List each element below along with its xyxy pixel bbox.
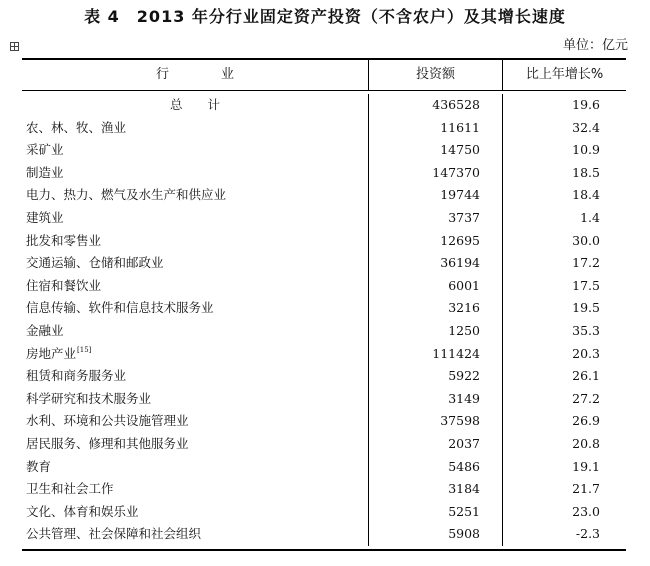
table-bottom-rule (22, 549, 626, 551)
table-row (22, 184, 626, 207)
footnote-marker[interactable]: [15] (77, 346, 92, 355)
cell-industry (22, 94, 368, 117)
cell-industry (22, 275, 368, 298)
table-body (22, 91, 626, 549)
unit-label: 单位：亿元 (562, 38, 628, 53)
cell-investment: 14750 (368, 139, 503, 162)
industry-label: 电力、热力、燃气及水生产和供应业 (26, 187, 227, 203)
cell-investment: 37598 (368, 410, 503, 433)
cell-growth: 23.0 (572, 503, 600, 519)
industry-label: 文化、体育和娱乐业 (26, 503, 139, 519)
cell-industry (22, 162, 368, 185)
cell-growth: 19.5 (572, 300, 600, 316)
industry-label: 采矿业 (26, 142, 64, 158)
investment-table (22, 58, 626, 551)
cell-investment: 12695 (368, 230, 503, 253)
header-industry: 行 业 (155, 67, 234, 82)
cell-investment: 11611 (368, 117, 503, 140)
cell-industry (22, 456, 368, 479)
table-row (22, 275, 626, 298)
cell-investment: 3737 (368, 207, 503, 230)
table-header (22, 60, 626, 90)
header-investment: 投资额 (368, 60, 503, 90)
industry-label: 总 计 (169, 97, 220, 112)
cell-growth: 21.7 (572, 481, 600, 497)
cell-industry (22, 433, 368, 456)
table-row (22, 230, 626, 253)
table-row (22, 117, 626, 140)
table-row (22, 388, 626, 411)
cell-growth: -2.3 (575, 526, 600, 542)
cell-industry (22, 252, 368, 275)
industry-label: 建筑业 (26, 209, 64, 225)
cell-growth: 30.0 (572, 232, 600, 248)
table-row (22, 343, 626, 366)
industry-label: 批发和零售业 (26, 232, 102, 248)
cell-investment: 111424 (368, 343, 503, 366)
table-row (22, 433, 626, 456)
industry-label: 制造业 (26, 164, 64, 180)
cell-growth: 17.2 (572, 255, 600, 271)
cell-industry (22, 230, 368, 253)
cell-industry (22, 297, 368, 320)
table-row (22, 523, 626, 546)
cell-growth: 20.8 (572, 435, 600, 451)
cell-investment: 6001 (368, 275, 503, 298)
industry-label: 租赁和商务服务业 (26, 368, 127, 384)
cell-industry (22, 139, 368, 162)
industry-label: 居民服务、修理和其他服务业 (26, 435, 189, 451)
industry-label: 房地产业 (26, 345, 77, 361)
cell-industry (22, 410, 368, 433)
table-anchor-icon[interactable] (10, 42, 19, 51)
table-row (22, 320, 626, 343)
cell-investment: 5922 (368, 365, 503, 388)
table-row (22, 297, 626, 320)
table-row (22, 207, 626, 230)
cell-investment: 5251 (368, 501, 503, 524)
cell-industry (22, 184, 368, 207)
industry-label: 教育 (26, 458, 52, 474)
industry-label: 信息传输、软件和信息技术服务业 (26, 300, 214, 316)
industry-label: 公共管理、社会保障和社会组织 (26, 526, 202, 542)
cell-industry (22, 523, 368, 546)
cell-investment: 3184 (368, 478, 503, 501)
cell-industry (22, 388, 368, 411)
cell-growth: 17.5 (572, 277, 600, 293)
cell-growth: 10.9 (572, 142, 600, 158)
cell-investment: 436528 (368, 94, 503, 117)
cell-investment: 3149 (368, 388, 503, 411)
cell-industry (22, 478, 368, 501)
cell-investment: 36194 (368, 252, 503, 275)
cell-growth: 32.4 (572, 119, 600, 135)
table-row (22, 252, 626, 275)
table-row (22, 410, 626, 433)
cell-industry (22, 117, 368, 140)
cell-investment: 5908 (368, 523, 503, 546)
cell-growth: 27.2 (572, 390, 600, 406)
cell-growth: 19.6 (572, 97, 600, 112)
table-row (22, 139, 626, 162)
cell-investment: 3216 (368, 297, 503, 320)
cell-investment: 2037 (368, 433, 503, 456)
cell-investment: 19744 (368, 184, 503, 207)
cell-investment: 1250 (368, 320, 503, 343)
cell-growth: 26.9 (572, 413, 600, 429)
table-row (22, 501, 626, 524)
table-title: 表 4 2013 年分行业固定资产投资（不含农户）及其增长速度 (84, 7, 566, 26)
cell-industry (22, 501, 368, 524)
industry-label: 住宿和餐饮业 (26, 277, 102, 293)
table-row (22, 365, 626, 388)
cell-industry (22, 207, 368, 230)
cell-investment: 5486 (368, 456, 503, 479)
cell-industry (22, 343, 368, 366)
cell-growth: 18.5 (572, 164, 600, 180)
cell-growth: 20.3 (572, 345, 600, 361)
cell-investment: 147370 (368, 162, 503, 185)
cell-growth: 19.1 (572, 458, 600, 474)
cell-industry (22, 365, 368, 388)
industry-label: 金融业 (26, 322, 64, 338)
cell-growth: 1.4 (580, 209, 600, 225)
cell-industry (22, 320, 368, 343)
industry-label: 农、林、牧、渔业 (26, 119, 127, 135)
table-row (22, 456, 626, 479)
cell-growth: 26.1 (572, 368, 600, 384)
industry-label: 水利、环境和公共设施管理业 (26, 413, 189, 429)
header-growth: 比上年增长% (525, 67, 604, 82)
table-row (22, 478, 626, 501)
table-row-total (22, 94, 626, 117)
table-row (22, 162, 626, 185)
cell-growth: 18.4 (572, 187, 600, 203)
industry-label: 交通运输、仓储和邮政业 (26, 255, 164, 271)
industry-label: 科学研究和技术服务业 (26, 390, 152, 406)
cell-growth: 35.3 (572, 322, 600, 338)
industry-label: 卫生和社会工作 (26, 481, 114, 497)
